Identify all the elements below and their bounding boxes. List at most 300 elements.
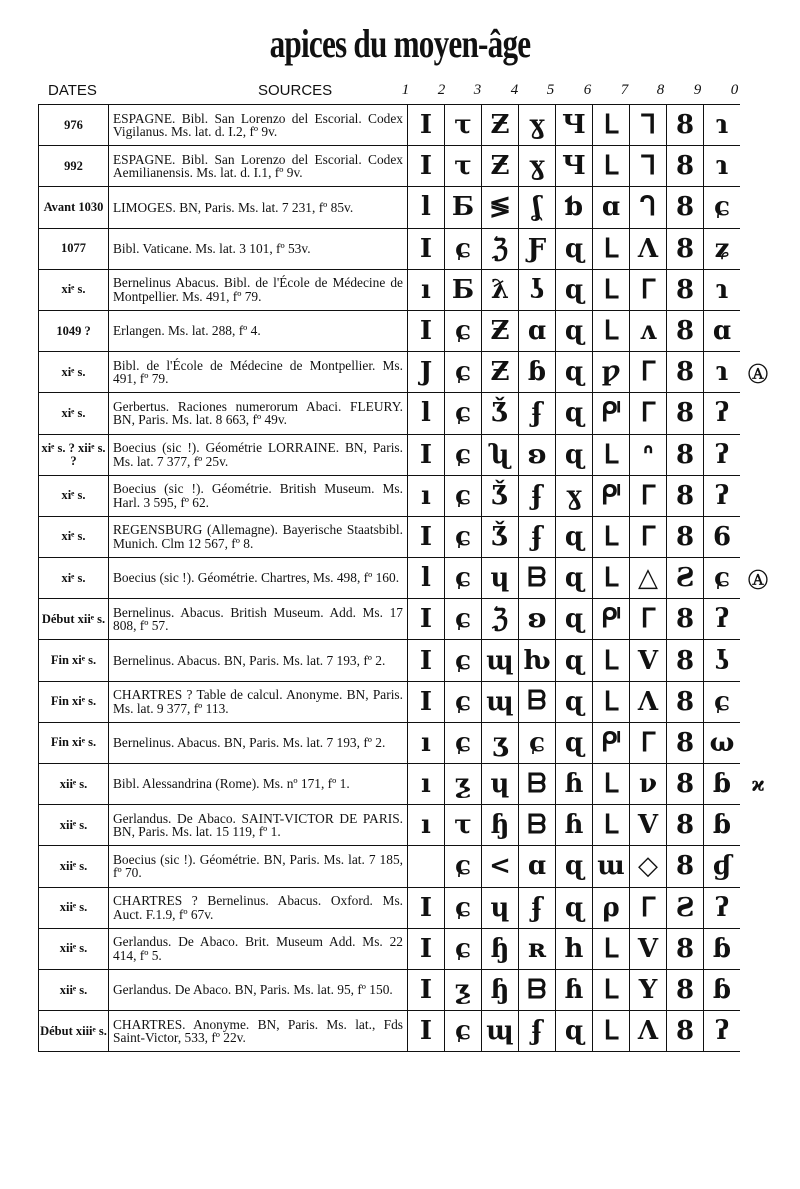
numeral-glyph-9: ɠ <box>704 846 741 887</box>
numeral-glyph-3: ℨ <box>482 228 519 269</box>
numeral-glyph-3: ʒ <box>482 722 519 763</box>
date-cell: 1049 ? <box>39 310 109 351</box>
numeral-glyph-0 <box>740 722 777 763</box>
source-cell: Gerlandus. De Abaco. Brit. Museum Add. Ms. 22 414, fº 5. <box>109 928 408 969</box>
numeral-glyph-0 <box>740 187 777 228</box>
numeral-glyph-3: ɥ <box>482 558 519 599</box>
numeral-glyph-3: ɰ <box>482 1011 519 1052</box>
numeral-glyph-6: ᒪ <box>593 310 630 351</box>
numeral-glyph-8: Ƨ <box>667 558 704 599</box>
date-cell: xiᵉ s. <box>39 558 109 599</box>
numeral-glyph-7: ν <box>630 764 667 805</box>
numeral-glyph-7: V <box>630 805 667 846</box>
numeral-glyph-7: ᒉ <box>630 187 667 228</box>
numeral-glyph-4: ʄ <box>519 475 556 516</box>
table-row <box>39 393 777 434</box>
numeral-glyph-0 <box>740 146 777 187</box>
numeral-glyph-7: Λ <box>630 228 667 269</box>
table-row <box>39 516 777 557</box>
numeral-header-5: 5 <box>546 82 555 98</box>
numeral-glyph-1: I <box>408 1011 445 1052</box>
numeral-glyph-2: ɕ <box>445 310 482 351</box>
numeral-glyph-3: Ƶ <box>482 352 519 393</box>
numeral-glyph-2: τ <box>445 105 482 146</box>
numeral-glyph-6: ᒪ <box>593 516 630 557</box>
numeral-header-3: 3 <box>473 82 482 98</box>
numeral-glyph-6: ᒪ <box>593 1011 630 1052</box>
numeral-glyph-6: ᒪ <box>593 434 630 475</box>
numeral-glyph-4: ʄ <box>519 1011 556 1052</box>
numeral-glyph-8: 8 <box>667 805 704 846</box>
numeral-glyph-3: ɧ <box>482 805 519 846</box>
numeral-glyph-6: ᒆ <box>593 722 630 763</box>
numeral-glyph-7: Λ <box>630 1011 667 1052</box>
date-cell: xiᵉ s. <box>39 516 109 557</box>
numeral-glyph-1: I <box>408 599 445 640</box>
numeral-glyph-8: 8 <box>667 1011 704 1052</box>
numeral-glyph-9: ɿ <box>704 352 741 393</box>
numeral-glyph-9: ʔ <box>704 887 741 928</box>
numeral-header-1: 1 <box>401 82 410 98</box>
numeral-glyph-5: ɋ <box>556 352 593 393</box>
numeral-glyph-2: ɕ <box>445 516 482 557</box>
numeral-glyph-3: Ƶ <box>482 146 519 187</box>
numeral-glyph-0 <box>740 269 777 310</box>
numeral-glyph-0 <box>740 105 777 146</box>
numeral-glyph-3: Ǯ <box>482 475 519 516</box>
numeral-glyph-9: ʔ <box>704 393 741 434</box>
numeral-header-7: 7 <box>620 82 629 98</box>
numeral-header-2: 2 <box>437 82 446 98</box>
numeral-glyph-8: 8 <box>667 928 704 969</box>
numeral-glyph-5: ɋ <box>556 846 593 887</box>
numeral-glyph-7: Y <box>630 969 667 1010</box>
source-cell: Gerlandus. De Abaco. BN, Paris. Ms. lat. 95, fº 150. <box>109 969 408 1010</box>
numeral-glyph-8: Ƨ <box>667 887 704 928</box>
table-row <box>39 887 777 928</box>
numeral-glyph-7: ᒥ <box>630 269 667 310</box>
source-cell: Gerlandus. De Abaco. SAINT-VICTOR DE PARIS. BN, Paris. Ms. lat. 15 119, fº 1. <box>109 805 408 846</box>
source-cell: Gerbertus. Raciones numerorum Abaci. FLEURY. BN, Paris. Ms. lat. 8 663, fº 49v. <box>109 393 408 434</box>
numeral-glyph-0 <box>740 599 777 640</box>
table-row <box>39 681 777 722</box>
numeral-header-9: 9 <box>693 82 702 98</box>
numeral-glyph-1: l <box>408 393 445 434</box>
numeral-glyph-4: ʄ <box>519 887 556 928</box>
numeral-glyph-9: ʑ <box>704 228 741 269</box>
numeral-glyph-6: ᒪ <box>593 558 630 599</box>
numeral-glyph-7: ᐢ <box>630 434 667 475</box>
numeral-glyph-3: ƛ <box>482 269 519 310</box>
numeral-glyph-5: h <box>556 928 593 969</box>
table-row <box>39 434 777 475</box>
numeral-glyph-2: Ƃ <box>445 187 482 228</box>
numeral-header-6: 6 <box>583 82 592 98</box>
date-cell: Fin xiᵉ s. <box>39 722 109 763</box>
table-row <box>39 969 777 1010</box>
numeral-glyph-0 <box>740 1011 777 1052</box>
table-row <box>39 928 777 969</box>
numeral-glyph-0 <box>740 887 777 928</box>
numeral-glyph-5: ɋ <box>556 434 593 475</box>
numeral-glyph-8: 8 <box>667 764 704 805</box>
table-row <box>39 352 777 393</box>
date-cell: Début xiiᵉ s. <box>39 599 109 640</box>
numeral-glyph-0 <box>740 310 777 351</box>
numeral-glyph-3: ɰ <box>482 640 519 681</box>
numeral-glyph-5: ɋ <box>556 681 593 722</box>
table-row <box>39 764 777 805</box>
table-row <box>39 310 777 351</box>
date-cell: xiᵉ s. <box>39 475 109 516</box>
numeral-glyph-2: ƺ <box>445 969 482 1010</box>
numeral-glyph-9: ʔ <box>704 434 741 475</box>
numeral-glyph-2: ɕ <box>445 599 482 640</box>
numeral-glyph-3: Ƶ <box>482 310 519 351</box>
numeral-glyph-7: ᒣ <box>630 105 667 146</box>
table-row <box>39 105 777 146</box>
numeral-glyph-0: ϰ <box>751 772 765 797</box>
numeral-glyph-8: 8 <box>667 310 704 351</box>
source-cell: CHARTRES. Anonyme. BN, Paris. Ms. lat., Fds Saint-Victor, 533, fº 22v. <box>109 1011 408 1052</box>
numeral-glyph-6: ᒪ <box>593 681 630 722</box>
numeral-glyph-1: I <box>408 105 445 146</box>
numeral-glyph-2: ɕ <box>445 640 482 681</box>
numeral-glyph-7: ᒥ <box>630 393 667 434</box>
numeral-glyph-0 <box>740 475 777 516</box>
source-cell: Erlangen. Ms. lat. 288, fº 4. <box>109 310 408 351</box>
numeral-glyph-1: I <box>408 146 445 187</box>
numeral-glyph-5: Ч <box>556 146 593 187</box>
numeral-glyph-5: Ч <box>556 105 593 146</box>
numeral-glyph-8: 8 <box>667 393 704 434</box>
numeral-glyph-5: ɣ <box>556 475 593 516</box>
date-cell: Début xiiiᵉ s. <box>39 1011 109 1052</box>
numeral-glyph-6: ᒪ <box>593 105 630 146</box>
table-row <box>39 228 777 269</box>
numeral-glyph-1: I <box>408 928 445 969</box>
numeral-glyph-4: ʆ <box>519 187 556 228</box>
numeral-glyph-0 <box>740 681 777 722</box>
numeral-glyph-9: ʔ <box>704 475 741 516</box>
numeral-glyph-1: I <box>408 228 445 269</box>
numeral-glyph-1: I <box>408 310 445 351</box>
numeral-glyph-3: ʯ <box>482 434 519 475</box>
source-cell: CHARTRES ? Bernelinus. Abacus. Oxford. Ms. Auct. F.1.9, fº 67v. <box>109 887 408 928</box>
numeral-glyph-8: 8 <box>667 516 704 557</box>
date-cell: xiiᵉ s. <box>39 805 109 846</box>
numeral-glyph-6: ρ <box>593 887 630 928</box>
numeral-glyph-9: ʖ <box>704 640 741 681</box>
apices-table <box>38 104 777 1052</box>
numeral-glyph-0 <box>740 228 777 269</box>
numeral-glyph-5: ƅ <box>556 187 593 228</box>
numeral-glyph-4: ᗷ <box>519 805 556 846</box>
page-title: apices du moyen-âge <box>269 21 531 66</box>
numeral-glyph-4: ʚ <box>519 434 556 475</box>
numeral-glyph-0 <box>740 846 777 887</box>
table-row <box>39 475 777 516</box>
numeral-glyph-1: ı <box>408 722 445 763</box>
numeral-glyph-6: ɯ <box>593 846 630 887</box>
numeral-glyph-9: ω <box>704 722 741 763</box>
numeral-glyph-3: ≶ <box>482 187 519 228</box>
numeral-glyph-9: ɓ <box>704 764 741 805</box>
numeral-glyph-1 <box>408 846 445 887</box>
source-cell: Boecius (sic !). Géométrie. BN, Paris. Ms. lat. 7 185, fº 70. <box>109 846 408 887</box>
numeral-glyph-8: 8 <box>667 722 704 763</box>
numeral-glyph-2: ɕ <box>445 558 482 599</box>
numeral-glyph-8: 8 <box>667 846 704 887</box>
numeral-glyph-1: I <box>408 969 445 1010</box>
numeral-glyph-7: ᒥ <box>630 599 667 640</box>
table-row <box>39 187 777 228</box>
numeral-glyph-6: ᒪ <box>593 228 630 269</box>
numeral-glyph-8: 8 <box>667 599 704 640</box>
numeral-glyph-7: ᒥ <box>630 516 667 557</box>
numeral-glyph-9: ɑ <box>704 310 741 351</box>
numeral-glyph-5: ɋ <box>556 599 593 640</box>
numeral-glyph-1: ı <box>408 475 445 516</box>
numeral-glyph-0 <box>740 516 777 557</box>
numeral-glyph-5: ɋ <box>556 228 593 269</box>
numeral-glyph-5: ɋ <box>556 558 593 599</box>
source-cell: ESPAGNE. Bibl. San Lorenzo del Escorial. Codex Aemilianensis. Ms. lat. d. I.1, fº 9v. <box>109 146 408 187</box>
table-row <box>39 599 777 640</box>
numeral-glyph-4: ᗷ <box>519 969 556 1010</box>
numeral-glyph-4: ᗷ <box>519 558 556 599</box>
numeral-glyph-3: ɧ <box>482 969 519 1010</box>
numeral-glyph-9: ɓ <box>704 928 741 969</box>
numeral-glyph-1: ı <box>408 764 445 805</box>
numeral-glyph-4: ʄ <box>519 393 556 434</box>
numeral-glyph-1: I <box>408 434 445 475</box>
numeral-glyph-4: ɑ <box>519 310 556 351</box>
numeral-glyph-1: l <box>408 187 445 228</box>
numeral-glyph-5: ɦ <box>556 805 593 846</box>
numeral-glyph-9: ɕ <box>704 558 741 599</box>
source-cell: Boecius (sic !). Géométrie. British Museum. Ms. Harl. 3 595, fº 62. <box>109 475 408 516</box>
source-cell: Bernelinus. Abacus. BN, Paris. Ms. lat. 7 193, fº 2. <box>109 722 408 763</box>
numeral-glyph-0 <box>740 805 777 846</box>
date-cell: 976 <box>39 105 109 146</box>
date-cell: xiᵉ s. ? xiiᵉ s. ? <box>39 434 109 475</box>
numeral-glyph-8: 8 <box>667 434 704 475</box>
numeral-glyph-7: ᒥ <box>630 475 667 516</box>
table-row <box>39 558 777 599</box>
numeral-glyph-2: Ƃ <box>445 269 482 310</box>
numeral-glyph-8: 8 <box>667 105 704 146</box>
table-row <box>39 146 777 187</box>
numeral-glyph-9: ɿ <box>704 105 741 146</box>
source-cell: Bibl. de l'École de Médecine de Montpellier. Ms. 491, fº 79. <box>109 352 408 393</box>
numeral-glyph-7: ʌ <box>630 310 667 351</box>
numeral-glyph-5: ɋ <box>556 269 593 310</box>
numeral-glyph-2: ɕ <box>445 846 482 887</box>
sources-header: SOURCES <box>258 82 333 99</box>
date-cell: xiiᵉ s. <box>39 887 109 928</box>
numeral-header-4: 4 <box>510 82 519 98</box>
numeral-glyph-3: ɰ <box>482 681 519 722</box>
numeral-glyph-3: Ƶ <box>482 105 519 146</box>
numeral-glyph-6: ᒪ <box>593 146 630 187</box>
source-cell: Bernelinus Abacus. Bibl. de l'École de Médecine de Montpellier. Ms. 491, fº 79. <box>109 269 408 310</box>
numeral-glyph-4: Ƒ <box>519 228 556 269</box>
date-cell: xiiᵉ s. <box>39 764 109 805</box>
date-cell: xiᵉ s. <box>39 269 109 310</box>
numeral-glyph-2: ɕ <box>445 228 482 269</box>
numeral-glyph-4: ɓ <box>519 352 556 393</box>
numeral-glyph-4: ɣ <box>519 105 556 146</box>
date-cell: xiiᵉ s. <box>39 969 109 1010</box>
date-cell: xiiᵉ s. <box>39 928 109 969</box>
numeral-glyph-1: ı <box>408 805 445 846</box>
dates-header: DATES <box>48 82 97 99</box>
numeral-glyph-1: ı <box>408 269 445 310</box>
numeral-glyph-6: ᒪ <box>593 928 630 969</box>
source-cell: ESPAGNE. Bibl. San Lorenzo del Escorial. Codex Vigilanus. Ms. lat. d. I.2, fº 9v. <box>109 105 408 146</box>
numeral-glyph-1: l <box>408 558 445 599</box>
numeral-glyph-6: ᒪ <box>593 764 630 805</box>
numeral-glyph-3: ɧ <box>482 928 519 969</box>
numeral-glyph-2: ƺ <box>445 764 482 805</box>
numeral-glyph-5: ɋ <box>556 1011 593 1052</box>
numeral-glyph-1: I <box>408 516 445 557</box>
numeral-glyph-8: 8 <box>667 228 704 269</box>
numeral-glyph-8: 8 <box>667 640 704 681</box>
numeral-glyph-9: ʔ <box>704 1011 741 1052</box>
numeral-glyph-7: △ <box>630 558 667 599</box>
numeral-glyph-0 <box>740 434 777 475</box>
source-cell: Bernelinus. Abacus. BN, Paris. Ms. lat. 7 193, fº 2. <box>109 640 408 681</box>
numeral-glyph-6: ᒪ <box>593 805 630 846</box>
numeral-header-8: 8 <box>656 82 665 98</box>
numeral-glyph-1: J <box>408 352 445 393</box>
numeral-glyph-1: I <box>408 681 445 722</box>
source-cell: Bibl. Alessandrina (Rome). Ms. nº 171, fº 1. <box>109 764 408 805</box>
numeral-glyph-3: < <box>482 846 519 887</box>
numeral-glyph-2: ɕ <box>445 887 482 928</box>
numeral-glyph-7: ◇ <box>630 846 667 887</box>
source-cell: CHARTRES ? Table de calcul. Anonyme. BN, Paris. Ms. lat. 9 377, fº 113. <box>109 681 408 722</box>
numeral-glyph-9: ɓ <box>704 969 741 1010</box>
numeral-glyph-4: ɕ <box>519 722 556 763</box>
date-cell: xiᵉ s. <box>39 393 109 434</box>
numeral-glyph-8: 8 <box>667 352 704 393</box>
table-header <box>38 80 778 104</box>
numeral-glyph-5: ɋ <box>556 722 593 763</box>
numeral-glyph-2: ɕ <box>445 722 482 763</box>
numeral-glyph-2: ɕ <box>445 475 482 516</box>
numeral-glyph-1: I <box>408 640 445 681</box>
numeral-glyph-4: ʀ <box>519 928 556 969</box>
numeral-glyph-7: ᒣ <box>630 146 667 187</box>
numeral-glyph-6: ᒪ <box>593 640 630 681</box>
numeral-glyph-8: 8 <box>667 146 704 187</box>
numeral-glyph-8: 8 <box>667 475 704 516</box>
numeral-glyph-5: ɦ <box>556 969 593 1010</box>
numeral-glyph-2: ɕ <box>445 681 482 722</box>
date-cell: 1077 <box>39 228 109 269</box>
source-cell: Bernelinus. Abacus. British Museum. Add. Ms. 17 808, fº 57. <box>109 599 408 640</box>
numeral-glyph-4: ʄ <box>519 516 556 557</box>
table-row <box>39 640 777 681</box>
numeral-glyph-7: ᒥ <box>630 352 667 393</box>
numeral-glyph-6: ᒆ <box>593 393 630 434</box>
numeral-glyph-0 <box>740 969 777 1010</box>
source-cell: LIMOGES. BN, Paris. Ms. lat. 7 231, fº 85v. <box>109 187 408 228</box>
numeral-glyph-2: τ <box>445 146 482 187</box>
numeral-glyph-4: ʚ <box>519 599 556 640</box>
numeral-glyph-6: ᒪ <box>593 969 630 1010</box>
numeral-glyph-4: ƕ <box>519 640 556 681</box>
numeral-glyph-3: ɥ <box>482 764 519 805</box>
numeral-glyph-6: ᒆ <box>593 599 630 640</box>
numeral-glyph-8: 8 <box>667 681 704 722</box>
numeral-header-0: 0 <box>730 82 739 98</box>
numeral-glyph-9: ɓ <box>704 805 741 846</box>
numeral-glyph-5: ɦ <box>556 764 593 805</box>
numeral-glyph-9: ʔ <box>704 599 741 640</box>
source-cell: Bibl. Vaticane. Ms. lat. 3 101, fº 53v. <box>109 228 408 269</box>
numeral-glyph-6: ɑ <box>593 187 630 228</box>
numeral-glyph-7: V <box>630 928 667 969</box>
date-cell: xiᵉ s. <box>39 352 109 393</box>
source-cell: REGENSBURG (Allemagne). Bayerische Staatsbibl. Munich. Clm 12 567, fº 8. <box>109 516 408 557</box>
numeral-glyph-4: ᗷ <box>519 681 556 722</box>
numeral-glyph-2: ɕ <box>445 434 482 475</box>
numeral-glyph-6: ᒪ <box>593 269 630 310</box>
table-row <box>39 1011 777 1052</box>
numeral-glyph-0 <box>740 640 777 681</box>
numeral-glyph-7: ᒥ <box>630 887 667 928</box>
numeral-glyph-9: ɕ <box>704 187 741 228</box>
table-row <box>39 846 777 887</box>
numeral-glyph-7: Λ <box>630 681 667 722</box>
date-cell: 992 <box>39 146 109 187</box>
numeral-glyph-3: ℨ <box>482 599 519 640</box>
numeral-glyph-0 <box>740 393 777 434</box>
numeral-glyph-5: ɋ <box>556 887 593 928</box>
numeral-glyph-6: ᒆ <box>593 475 630 516</box>
numeral-glyph-8: 8 <box>667 969 704 1010</box>
table-row <box>39 805 777 846</box>
numeral-glyph-2: ɕ <box>445 928 482 969</box>
table-row <box>39 722 777 763</box>
numeral-glyph-9: ɿ <box>704 269 741 310</box>
date-cell: Avant 1030 <box>39 187 109 228</box>
numeral-glyph-0 <box>740 928 777 969</box>
numeral-glyph-2: ɕ <box>445 352 482 393</box>
numeral-glyph-1: I <box>408 887 445 928</box>
numeral-glyph-2: ɕ <box>445 1011 482 1052</box>
numeral-glyph-5: ɋ <box>556 393 593 434</box>
numeral-glyph-0: Ⓐ <box>748 361 768 386</box>
table-row <box>39 269 777 310</box>
numeral-glyph-8: 8 <box>667 269 704 310</box>
numeral-glyph-6: ƿ <box>593 352 630 393</box>
numeral-glyph-9: ɕ <box>704 681 741 722</box>
numeral-glyph-7: V <box>630 640 667 681</box>
source-cell: Boecius (sic !). Géométrie LORRAINE. BN, Paris. Ms. lat. 7 377, fº 25v. <box>109 434 408 475</box>
numeral-glyph-5: ɋ <box>556 516 593 557</box>
numeral-glyph-4: ɑ <box>519 846 556 887</box>
source-cell: Boecius (sic !). Géométrie. Chartres, Ms. 498, fº 160. <box>109 558 408 599</box>
numeral-glyph-4: ʖ <box>519 269 556 310</box>
numeral-glyph-3: ɥ <box>482 887 519 928</box>
numeral-glyph-7: ᒥ <box>630 722 667 763</box>
numeral-glyph-5: ɋ <box>556 640 593 681</box>
